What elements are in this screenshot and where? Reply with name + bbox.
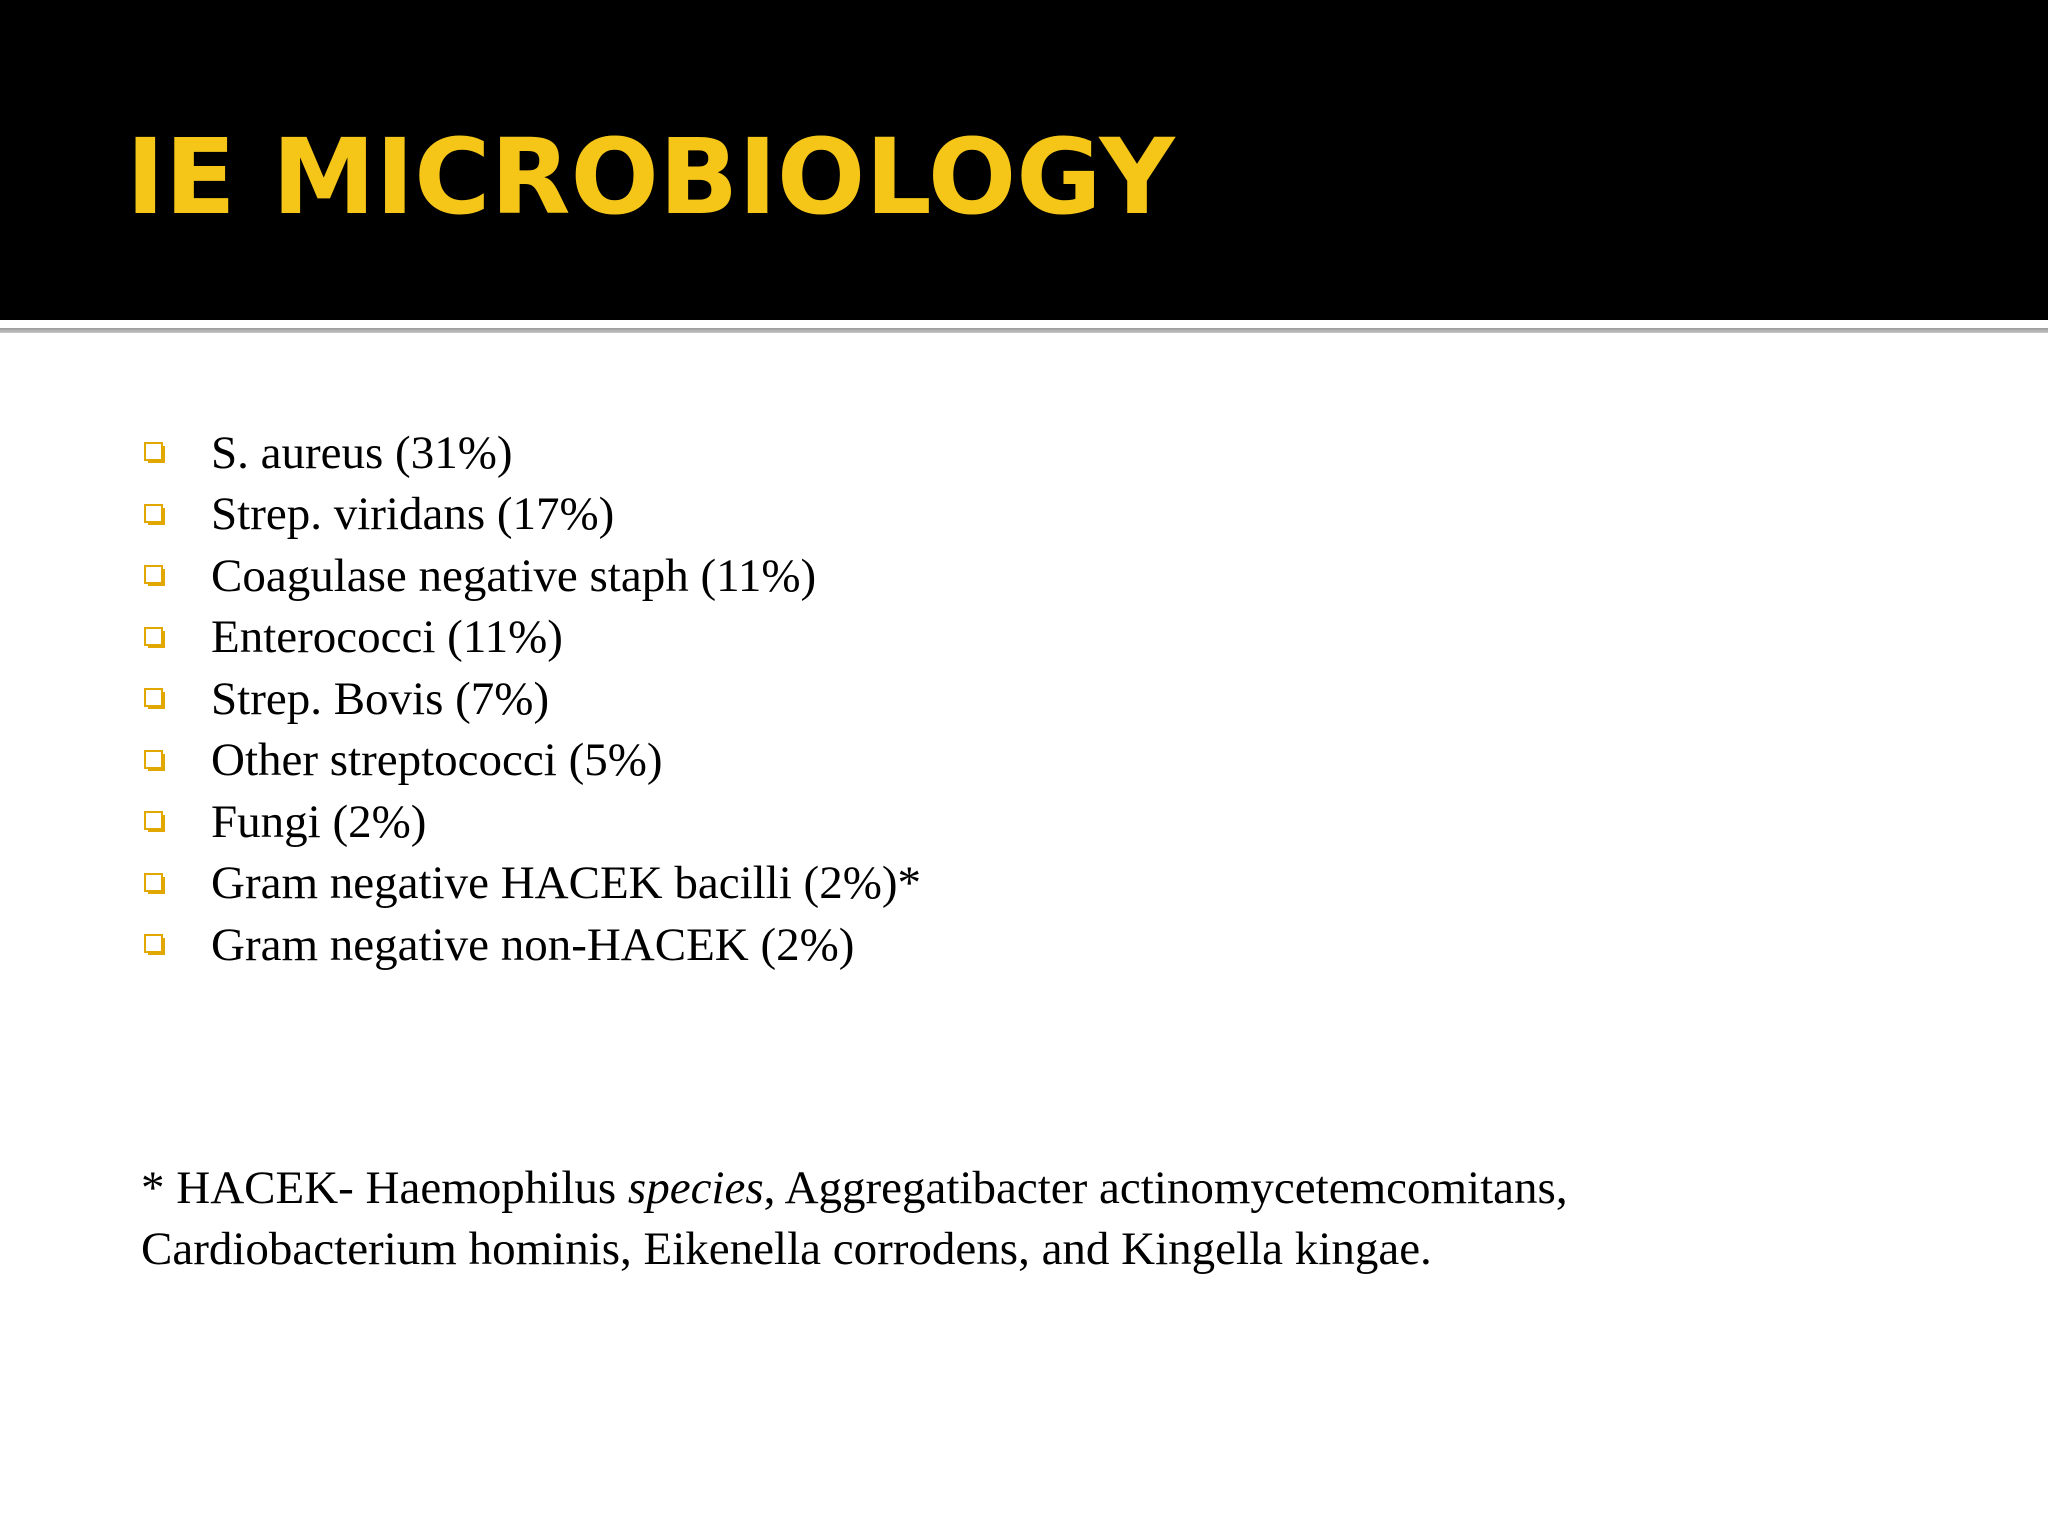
list-item — [140, 791, 921, 853]
list-item — [140, 422, 921, 484]
list-item — [140, 607, 921, 669]
footnote-line2: Cardiobacterium hominis, Eikenella corrodens, and Kingella kingae. — [141, 1223, 1432, 1275]
bullet-text: Strep. viridans (17%) — [211, 488, 615, 541]
square-bullet-icon — [144, 688, 165, 709]
square-bullet-icon — [144, 504, 165, 525]
slide-title: IE MICROBIOLOGY — [126, 116, 1175, 238]
bullet-text: Gram negative HACEK bacilli (2%)* — [211, 857, 922, 910]
footnote-part2: , Aggregatibacter actinomycetemcomitans, — [763, 1162, 1568, 1214]
square-bullet-icon — [144, 873, 165, 894]
bullet-text: Other streptococci (5%) — [211, 734, 663, 787]
bullet-text: Gram negative non-HACEK (2%) — [211, 918, 855, 971]
square-bullet-icon — [144, 442, 165, 463]
bullet-text: Coagulase negative staph (11%) — [211, 549, 817, 602]
list-item — [140, 730, 921, 792]
bullet-text: S. aureus (31%) — [211, 426, 513, 479]
square-bullet-icon — [144, 565, 165, 586]
bullet-list — [140, 422, 921, 976]
list-item — [140, 545, 921, 607]
footnote-italic: species — [627, 1162, 764, 1214]
list-item — [140, 668, 921, 730]
square-bullet-icon — [144, 750, 165, 771]
list-item — [140, 914, 921, 976]
hacek-footnote — [141, 1158, 1941, 1280]
square-bullet-icon — [144, 627, 165, 648]
title-bar — [0, 0, 2048, 320]
list-item — [140, 853, 921, 915]
title-divider-white — [0, 320, 2048, 328]
title-divider-gray — [0, 328, 2048, 333]
bullet-text: Fungi (2%) — [211, 795, 427, 848]
bullet-text: Enterococci (11%) — [211, 611, 563, 664]
list-item — [140, 484, 921, 546]
square-bullet-icon — [144, 811, 165, 832]
bullet-text: Strep. Bovis (7%) — [211, 672, 550, 725]
square-bullet-icon — [144, 934, 165, 955]
footnote-part1: * HACEK- Haemophilus — [141, 1162, 628, 1214]
